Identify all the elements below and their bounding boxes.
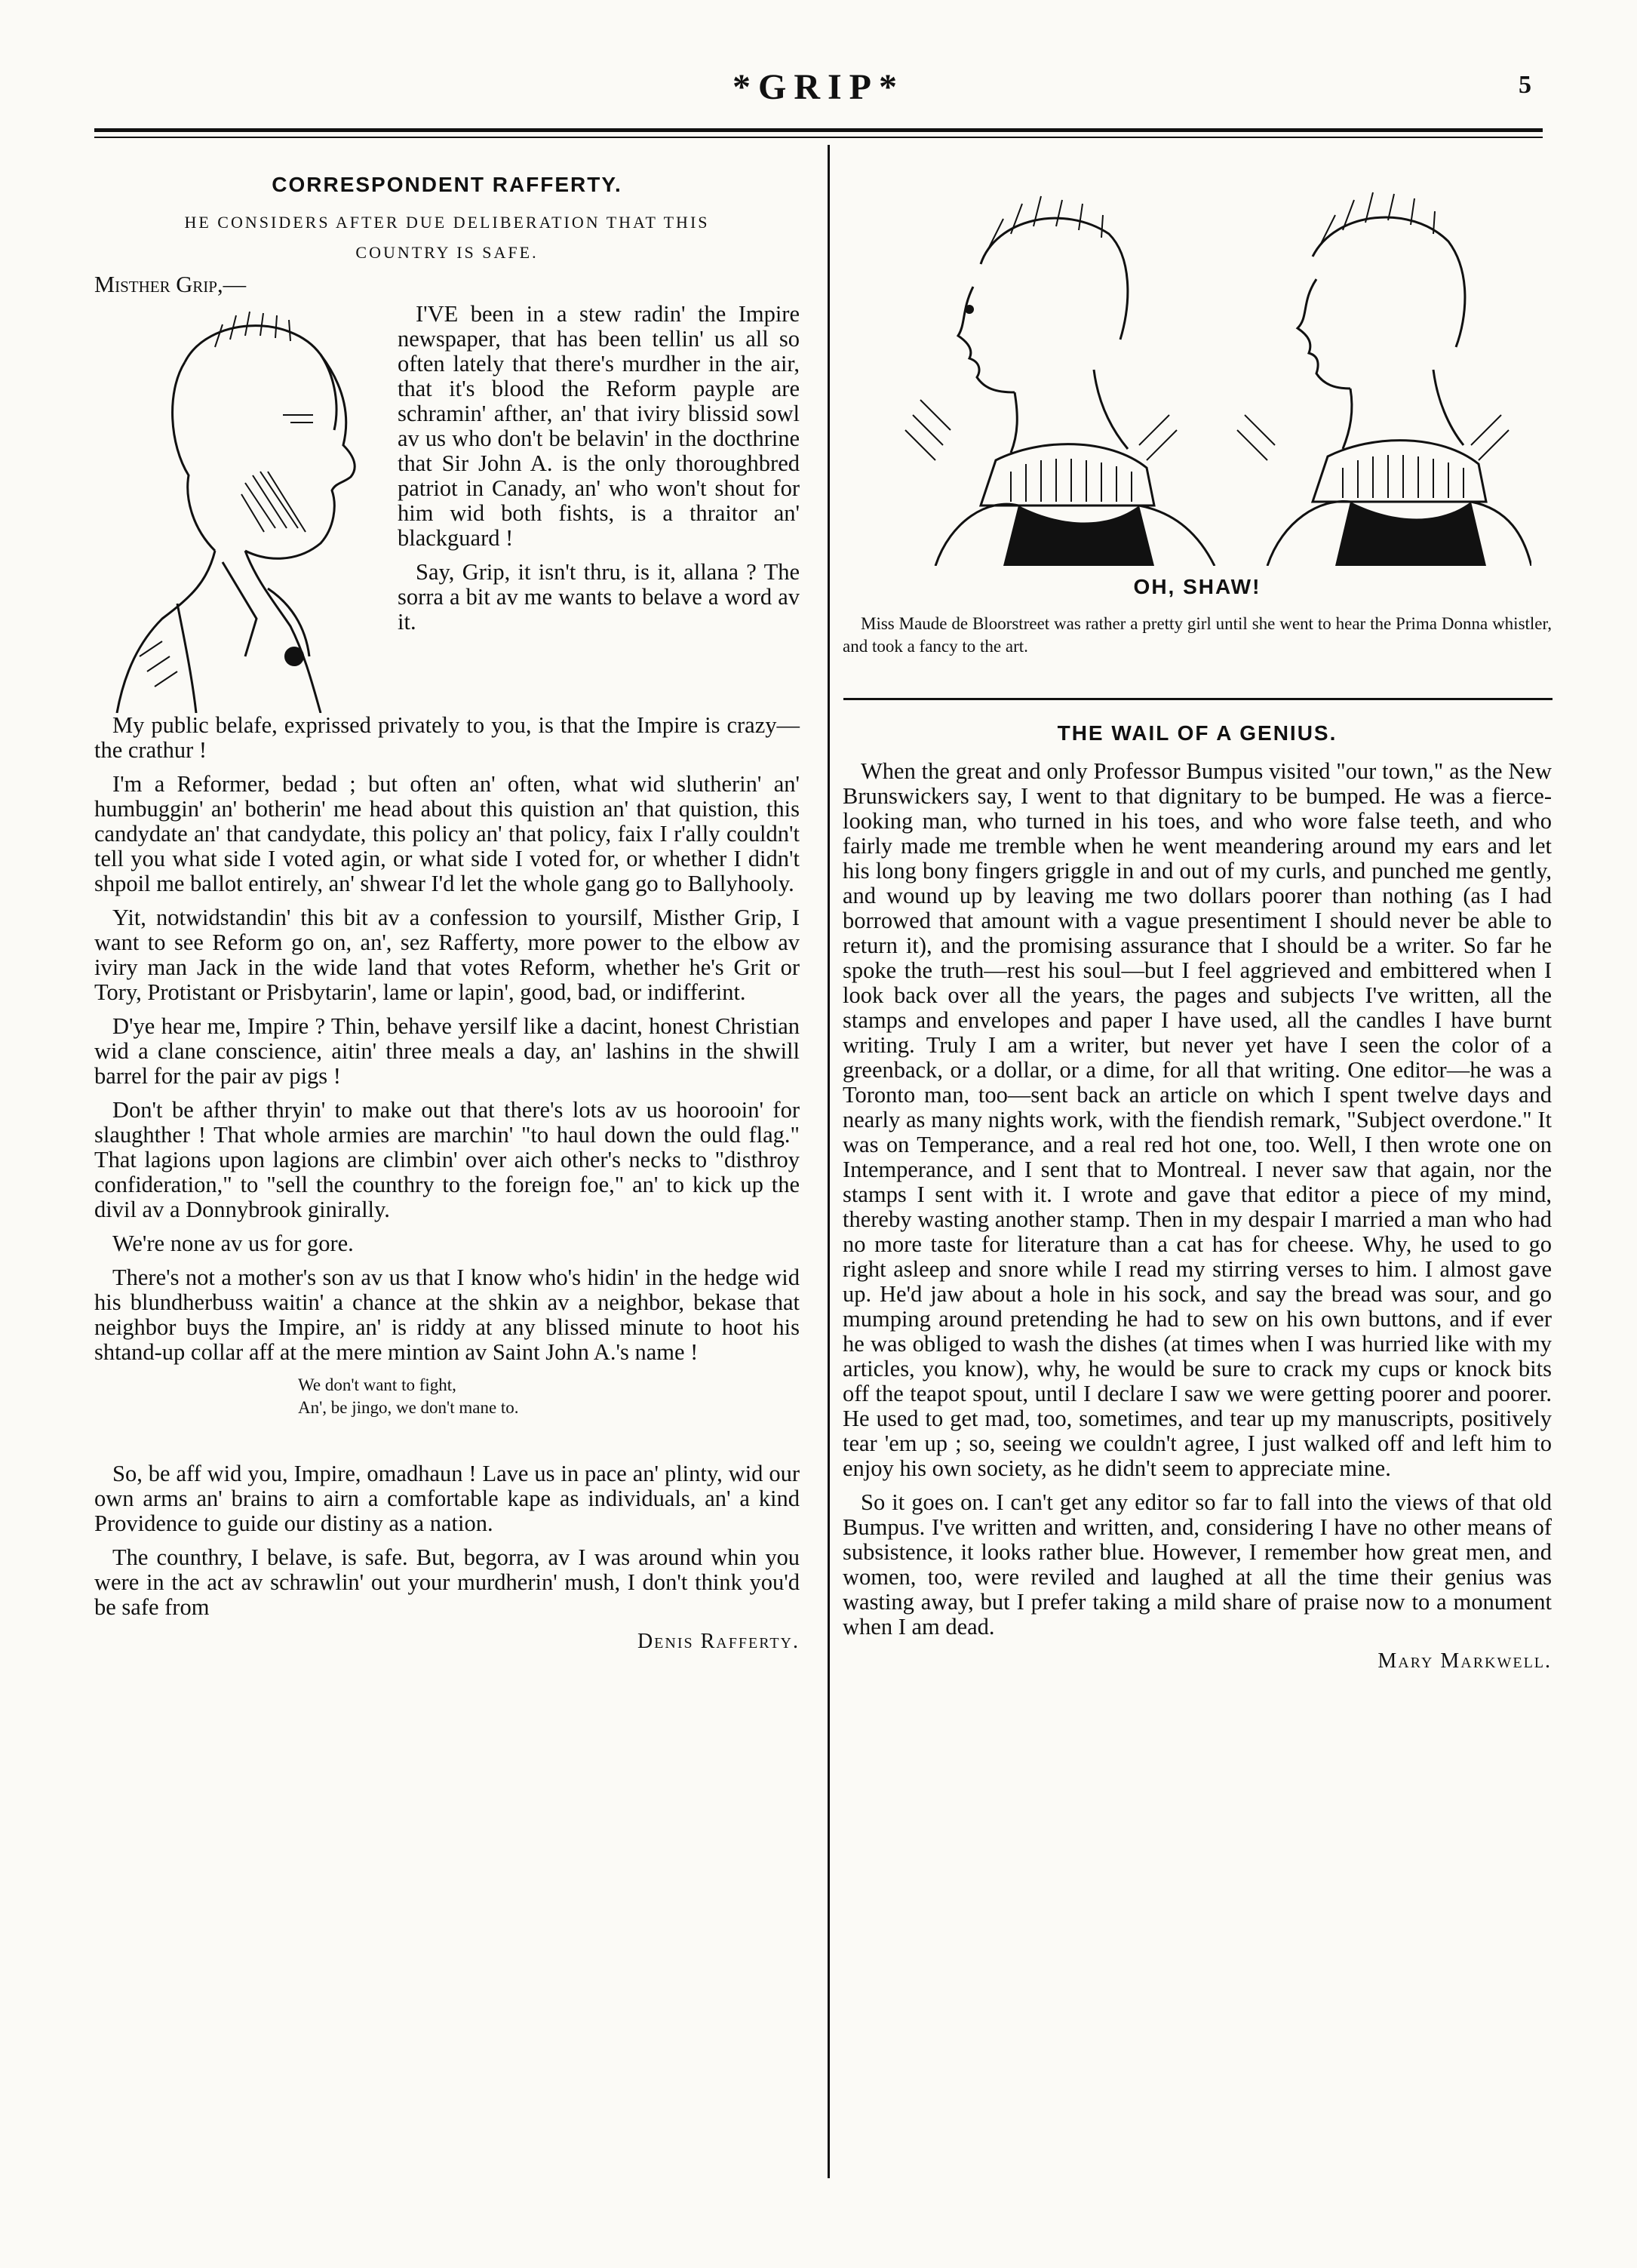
paragraph: D'ye hear me, Impire ? Thin, behave yersilf like a dacint, honest Christian wid a clane conscience, aitin' three meals a day, an' lashins in the shwill barrel for the pair av pigs ! [94, 1013, 800, 1089]
rafferty-portrait-illustration [94, 302, 389, 713]
section-divider [843, 698, 1553, 700]
two-women-profile-illustration [868, 174, 1531, 566]
paragraph: When the great and only Professor Bumpus visited "our town," as the New Brunswickers say, I went to that dignitary to be bumped. He was a fierce-looking man, who turned in his toes, and who wore false teeth, and who fairly made me tremble when he went meandering around my ears and let his long bony fingers griggle in and out of my curls, and punched me gently, and wound up by leaving me two dollars poorer than nothing (as I had borrowed that amount with a vague presentiment I should never be able to return it), and the promising assurance that I should be a writer. So far he spoke the truth—rest his soul—but I feel aggrieved and embittered when I look back over all the years, the pages and subjects I've written, all the stamps and envelopes and paper I have used, all the candles I have burnt writing. Truly I am a writer, but never yet have I seen the color of a greenback, or a dollar, or a dime, for all that writing. One editor—he was a Toronto man, too—sent back an article on which I spent twelve days and nearly as many nights work, with the fiendish remark, "Subject overdone." It was on Temperance, and a real red hot one, too. Well, I then wrote one on Intemperance, and I sent that to Montreal. I never saw that again, nor the stamps I sent with it. I wrote and gave that editor a piece of my mind, thereby wasting another stamp. Then in my despair I married a man who had no more taste for literature than a cat has for cheese. Why, he used to go right asleep and snore while I read my stirring verses to him. I almost gave up. He'd jaw about a hole in his sock, and say the bread was sour, and go mumping around pretending he had to sew on his own buttons, and if ever he was obliged to wash the dishes (at times when I was hurried like with my articles, you know), why, he would be sure to crack my cups or knock bits off the teapot spout, until I declare I saw we were getting poorer and poorer. He used to get mad, too, sometimes, and tear up my manuscripts, positively tear 'em up ; so, seeing we couldn't agree, I just walked off and left him to enjoy his own society, as he didn't seem to appreciate mine. [843, 758, 1552, 1481]
column-divider [828, 145, 830, 2178]
paragraph: The counthry, I belave, is safe. But, begorra, av I was around whin you were in the act av schrawlin' out your murdherin' mush, I don't think you'd be safe from [94, 1544, 800, 1620]
paragraph: We're none av us for gore. [112, 1231, 354, 1256]
header-rule-thin [94, 137, 1543, 138]
paragraph: So, be aff wid you, Impire, omadhaun ! Lave us in pace an' plinty, wid our own arms an' brains to airn a comfortable kape as individuals, an' a kind Providence to guide our distiny as a nation. [94, 1461, 800, 1536]
paragraph: There's not a mother's son av us that I know who's hidin' in the hedge wid his blundherbuss waitin' a chance at the shkin av a neighbor, bekase that neighbor buys the Impire, an' is riddy at any blissed minute to hoot his shtand-up collar aff at the mere mintion av Saint John A.'s name ! [94, 1265, 800, 1365]
salutation: Misther Grip,— [94, 272, 247, 297]
article-wail-of-a-genius [843, 721, 1552, 1673]
article-title: THE WAIL OF A GENIUS. [1057, 721, 1338, 745]
masthead: *GRIP* [733, 67, 904, 107]
header-rule [94, 128, 1543, 132]
paragraph: Don't be afther thryin' to make out that there's lots av us hoorooin' for slaughther ! That whole armies are marchin' "to haul down the ould flag." That lagions upon lagions are climbin' over aich other's necks to "disthroy confideration," to "sell the counthry to the foreign foe," an' to kick up the divil av a Donnybrook ginirally. [94, 1097, 800, 1222]
paragraph: Say, Grip, it isn't thru, is it, allana ? The sorra a bit av me wants to belave a word av it. [398, 559, 800, 635]
illustration-caption: Miss Maude de Bloorstreet was rather a pretty girl until she went to hear the Prima Donna whistler, and took a fancy to the art. [843, 614, 1552, 656]
paragraph: So it goes on. I can't get any editor so far to fall into the views of that old Bumpus. I've written and written, and, considering I have no other means of subsistence, it looks rather blue. However, I remember how great men, and women, too, were reviled and laughed at all the time their genius was wasting away, but I prefer taking a mild share of praise now to a monument when I am dead. [843, 1489, 1552, 1640]
article-title: CORRESPONDENT RAFFERTY. [272, 173, 622, 196]
paragraph: I'm a Reformer, bedad ; but often an' often, what wid slutherin' an' humbuggin' an' botherin' me head about this quistion an' that quistion, this candydate an' that candydate, this policy an' that policy, faix I r'ally couldn't tell you what side I voted agin, or what side I voted for, or whether I didn't shpoil me ballot entirely, an' shwear I'd let the whole gang go to Ballyhooly. [94, 771, 800, 896]
verse-line: An', be jingo, we don't mane to. [298, 1398, 519, 1417]
article-subtitle-line2: COUNTRY IS SAFE. [355, 243, 539, 262]
paragraph: Yit, notwidstandin' this bit av a confession to yoursilf, Misther Grip, I want to see Reform go on, an', sez Rafferty, more power to the elbow av iviry man Jack in the wide land that votes Reform, whether he's Grit or Tory, Protistant or Prisbytarin', lame or lapin', good, bad, or indifferint. [94, 905, 800, 1005]
article-subtitle-line1: HE CONSIDERS AFTER DUE DELIBERATION THAT THIS [184, 213, 710, 232]
verse-line: We don't want to fight, [298, 1375, 456, 1394]
illustration-title: OH, SHAW! [1133, 575, 1261, 598]
paragraph: My public belafe, exprissed privately to you, is that the Impire is crazy—the crathur ! [94, 712, 800, 763]
article-correspondent-rafferty [94, 172, 800, 1654]
signature: Mary Markwell. [1377, 1649, 1552, 1673]
paragraph: I'VE been in a stew radin' the Impire newspaper, that has been tellin' us all so often lately that there's murdher in the air, that it's blood the Reform payple are schramin' afther, an' that iviry blissid sowl av us who don't be belavin' in the docthrine that Sir John A. is the only thoroughbred patriot in Canady, an' who won't shout for him wid both fishts, is a thraitor an' blackguard ! [398, 301, 800, 551]
signature: Denis Rafferty. [637, 1630, 800, 1653]
page-number: 5 [1519, 71, 1531, 99]
